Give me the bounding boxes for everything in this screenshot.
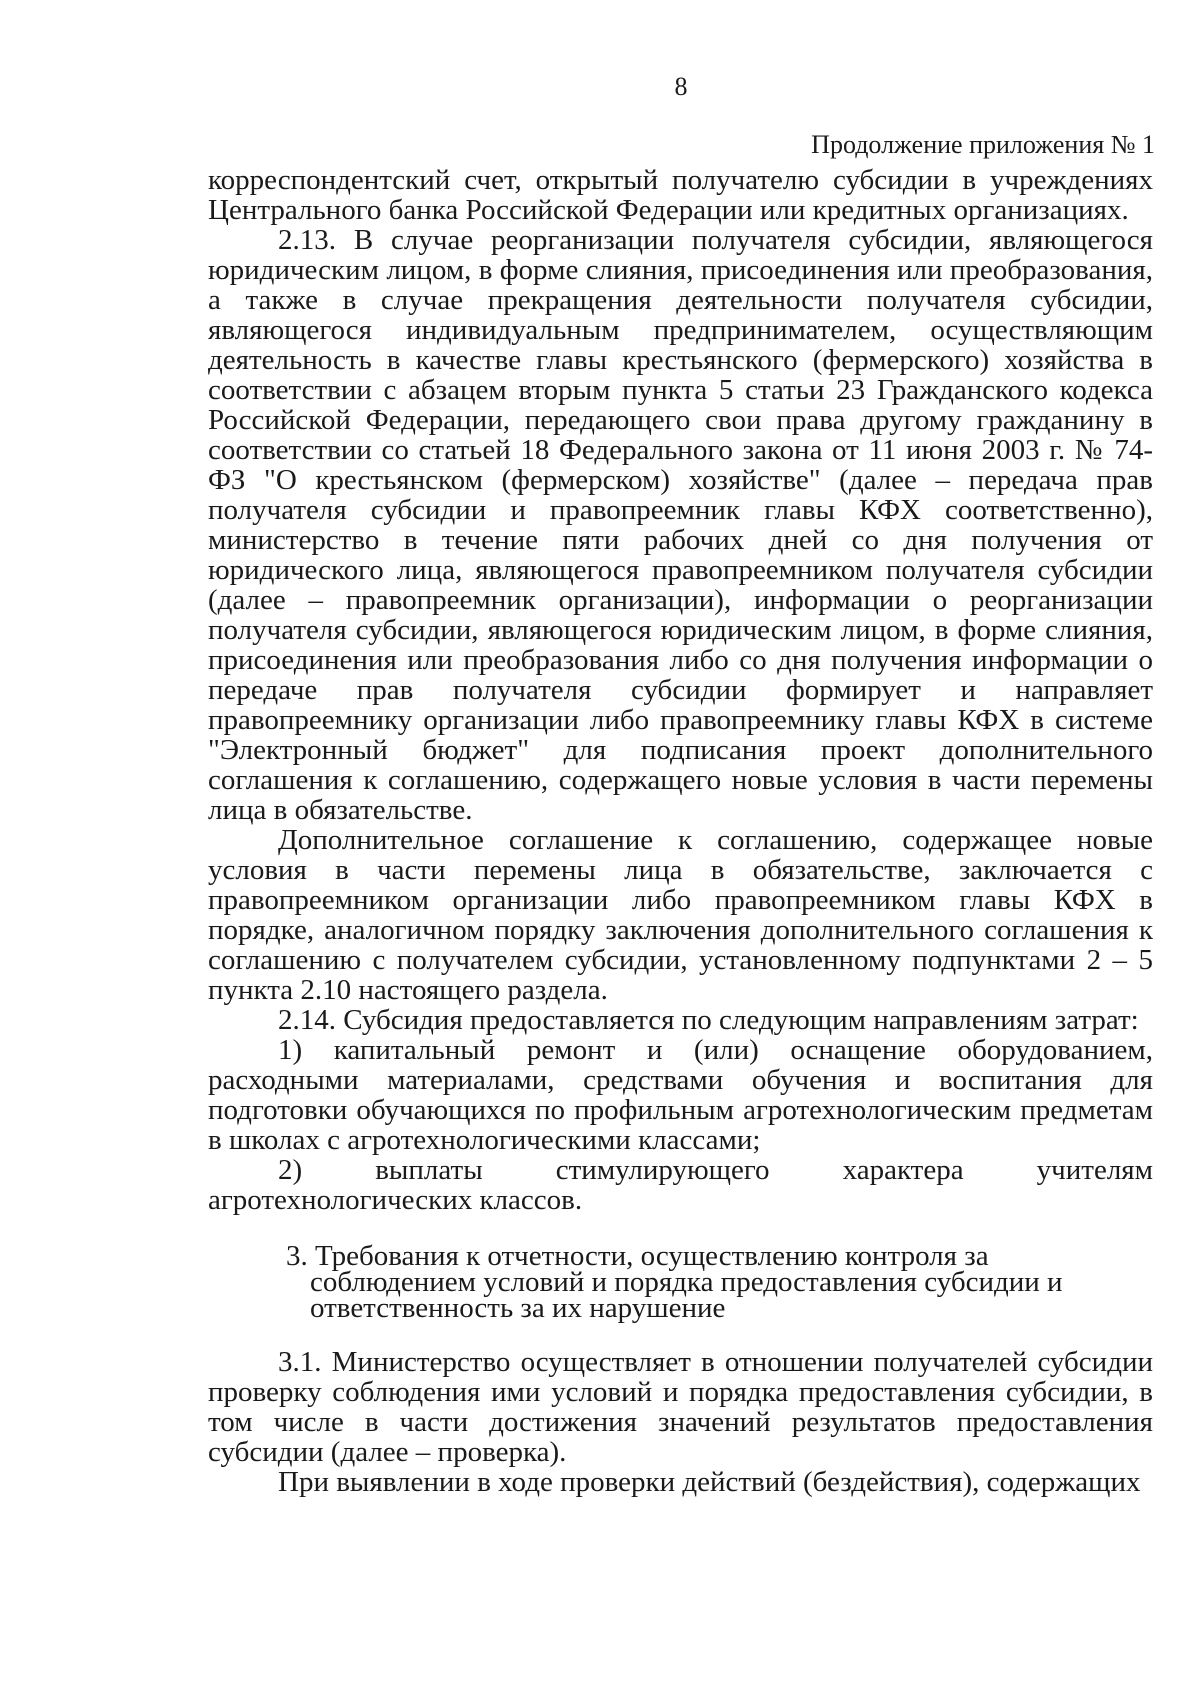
paragraph-account: корреспондентский счет, открытый получателю субсидии в учреждениях Центрального банка Российской Федерации или кредитных организациях. (208, 164, 1153, 226)
page-number: 8 (674, 72, 688, 101)
appendix-continuation-label: Продолжение приложения № 1 (811, 130, 1155, 159)
document-body (208, 165, 1153, 1497)
paragraph-2-13: 2.13. В случае реорганизации получателя субсидии, являющегося юридическим лицом, в форме слияния, присоединения или преобразования, а также в случае прекращения деятельности получателя субсидии, являющегося индивидуальным предпринимателем, осуществляющим деятельность в качестве главы крестьянского (фермерского) хозяйства в соответствии с абзацем вторым пункта 5 статьи 23 Гражданского кодекса Российской Федерации, передающего свои права другому гражданину в соответствии со статьей 18 Федерального закона от 11 июня 2003 г. № 74-ФЗ "О крестьянском (фермерском) хозяйстве" (далее – передача прав получателя субсидии и правопреемник главы КФХ соответственно), министерство в течение пяти рабочих дней со дня получения от юридического лица, являющегося правопреемником получателя субсидии (далее – правопреемник организации), информации о реорганизации получателя субсидии, являющегося юридическим лицом, в форме слияния, присоединения или преобразования либо со дня получения информации о передаче прав получателя субсидии формирует и направляет правопреемнику организации либо правопреемнику главы КФХ в системе "Электронный бюджет" для подписания проект дополнительного соглашения к соглашению, содержащего новые условия в части перемены лица в обязательстве. (208, 224, 1153, 826)
paragraph-violations: При выявлении в ходе проверки действий (бездействия), содержащих (278, 1466, 1141, 1498)
list-item-2: 2) выплаты стимулирующего характера учителям агротехнологических классов. (208, 1154, 1153, 1216)
paragraph-additional-agreement: Дополнительное соглашение к соглашению, содержащее новые условия в части перемены лица в обязательстве, заключается с правопреемником организации либо правопреемником главы КФХ в порядке, аналогичном порядку заключения дополнительного соглашения к соглашению с получателем субсидии, установленному подпунктами 2 – 5 пункта 2.10 настоящего раздела. (208, 824, 1153, 1006)
paragraph-2-14: 2.14. Субсидия предоставляется по следующим направлениям затрат: (278, 1004, 1139, 1036)
list-item-1: 1) капитальный ремонт и (или) оснащение оборудованием, расходными материалами, средствами обучения и воспитания для подготовки обучающихся по профильным агротехнологическим предметам в школах с агротехнологическими классами; (208, 1034, 1153, 1156)
section-3-heading: 3. Требования к отчетности, осуществлению контроля за соблюдением условий и порядка предоставления субсидии и ответственность за их нарушение (286, 1240, 1063, 1324)
paragraph-3-1: 3.1. Министерство осуществляет в отношении получателей субсидии проверку соблюдения ими условий и порядка предоставления субсидии, в том числе в части достижения значений результатов предоставления субсидии (далее – проверка). (208, 1346, 1153, 1468)
